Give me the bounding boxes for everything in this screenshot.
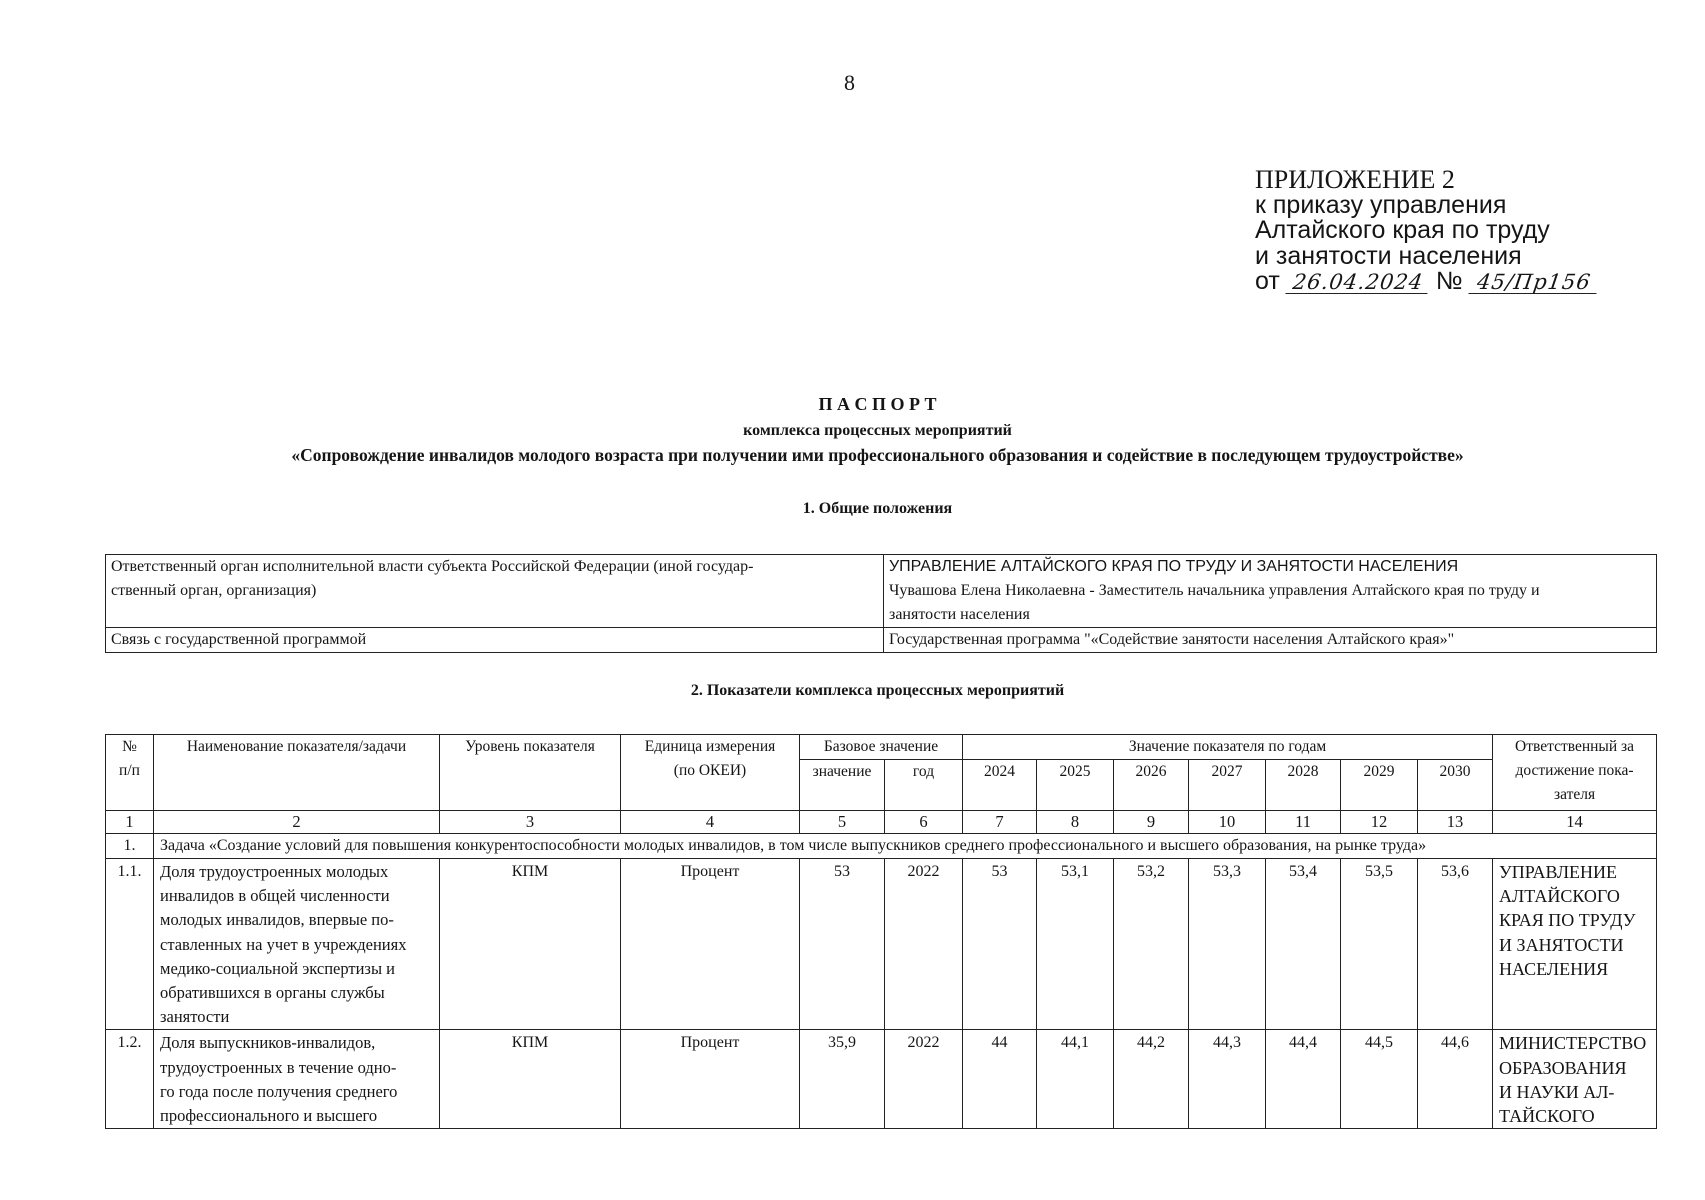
number-sign: №	[1435, 267, 1463, 295]
indicator-unit: Процент	[621, 1030, 800, 1129]
responsible-body-label: Ответственный орган исполнительной власти субъекта Российской Федерации (иной государ- ственный орган, организация)	[106, 555, 884, 628]
organization-name: УПРАВЛЕНИЕ АЛТАЙСКОГО КРАЯ ПО ТРУДУ И ЗАНЯТОСТИ НАСЕЛЕНИЯ	[889, 558, 1459, 575]
header-year: 2030	[1418, 760, 1493, 811]
column-number: 6	[885, 811, 963, 834]
table-row	[106, 555, 1657, 628]
year-value: 53,2	[1114, 859, 1189, 1030]
header-year: 2028	[1266, 760, 1341, 811]
responsible-body-value	[884, 555, 1657, 628]
year-value: 44,2	[1114, 1030, 1189, 1129]
column-number: 13	[1418, 811, 1493, 834]
header-year: 2024	[963, 760, 1037, 811]
program-link-label: Связь с государственной программой	[106, 628, 884, 653]
year-value: 44	[963, 1030, 1037, 1129]
column-number: 10	[1189, 811, 1266, 834]
year-value: 53,1	[1037, 859, 1114, 1030]
header-row	[106, 735, 1657, 760]
responsible-person: Чувашова Елена Николаевна - Заместитель начальника управления Алтайского края по труду и занятости населения	[889, 582, 1540, 623]
indicator-name: Доля трудоустроенных молодых инвалидов в общей численности молодых инвалидов, впервые по- ставленных на учет в учреждениях медико-социальной экспертизы и обратившихся в органы службы занятости	[154, 859, 440, 1030]
year-value: 44,4	[1266, 1030, 1341, 1129]
header-responsible: Ответственный за достижение пока- зателя	[1493, 735, 1657, 811]
page-number-container	[0, 70, 1705, 96]
indicator-level: КПМ	[440, 859, 621, 1030]
column-number: 4	[621, 811, 800, 834]
year-value: 53	[963, 859, 1037, 1030]
task-number: 1.	[106, 834, 154, 859]
date-prefix: от	[1255, 267, 1280, 295]
year-value: 44,5	[1341, 1030, 1418, 1129]
page-number: 8	[844, 70, 855, 95]
column-number: 7	[963, 811, 1037, 834]
indicator-name: Доля выпускников-инвалидов, трудоустроенных в течение одно- го года после получения среднего профессионального и высшего	[154, 1030, 440, 1129]
passport-name: «Сопровождение инвалидов молодого возраста при получении ими профессионального образования и содействие в последующем трудоустройстве»	[291, 445, 1464, 465]
year-value: 53,3	[1189, 859, 1266, 1030]
table-row	[106, 1030, 1657, 1129]
column-number: 8	[1037, 811, 1114, 834]
header-unit: Единица измерения (по ОКЕИ)	[621, 735, 800, 811]
year-value: 44,1	[1037, 1030, 1114, 1129]
appendix-block	[1255, 167, 1598, 295]
year-value: 44,6	[1418, 1030, 1493, 1129]
column-number: 14	[1493, 811, 1657, 834]
header-year: 2025	[1037, 760, 1114, 811]
base-year: 2022	[885, 859, 963, 1030]
table-row	[106, 628, 1657, 653]
responsible-organization: УПРАВЛЕНИЕ АЛТАЙСКОГО КРАЯ ПО ТРУДУ И ЗАНЯТОСТИ НАСЕЛЕНИЯ	[1493, 859, 1657, 1030]
header-base: Базовое значение	[800, 735, 963, 760]
column-number: 3	[440, 811, 621, 834]
base-value: 35,9	[800, 1030, 885, 1129]
year-value: 53,5	[1341, 859, 1418, 1030]
year-value: 53,4	[1266, 859, 1341, 1030]
section2-title: 2. Показатели комплекса процессных мероприятий	[690, 682, 1065, 699]
header-year: 2027	[1189, 760, 1266, 811]
header-name: Наименование показателя/задачи	[154, 735, 440, 811]
program-link-value: Государственная программа "«Содействие занятости населения Алтайского края»"	[884, 628, 1657, 653]
appendix-line-order: к приказу управления	[1255, 190, 1507, 219]
row-number: 1.2.	[106, 1030, 154, 1129]
handwritten-date: 26.04.2024	[1285, 271, 1430, 294]
column-number: 11	[1266, 811, 1341, 834]
passport-heading	[105, 392, 1650, 469]
column-number: 5	[800, 811, 885, 834]
header-year: 2026	[1114, 760, 1189, 811]
column-number: 2	[154, 811, 440, 834]
table-row	[106, 859, 1657, 1030]
base-year: 2022	[885, 1030, 963, 1129]
header-level: Уровень показателя	[440, 735, 621, 811]
header-year: 2029	[1341, 760, 1418, 811]
task-text: Задача «Создание условий для повышения конкурентоспособности молодых инвалидов, в том числе выпускников среднего профессионального и высшего образования, на рынке труда»	[154, 834, 1657, 859]
header-by-years: Значение показателя по годам	[963, 735, 1493, 760]
header-number: № п/п	[106, 735, 154, 811]
column-number: 12	[1341, 811, 1418, 834]
appendix-date-line	[1255, 269, 1598, 295]
section1-title: 1. Общие положения	[802, 500, 953, 517]
header-base-year: год	[885, 760, 963, 811]
year-value: 44,3	[1189, 1030, 1266, 1129]
column-numbers-row	[106, 811, 1657, 834]
indicator-level: КПМ	[440, 1030, 621, 1129]
indicator-unit: Процент	[621, 859, 800, 1030]
general-provisions-table	[105, 554, 1657, 653]
column-number: 1	[106, 811, 154, 834]
passport-subtitle: комплекса процессных мероприятий	[743, 421, 1012, 439]
row-number: 1.1.	[106, 859, 154, 1030]
appendix-line-region: Алтайского края по труду	[1255, 216, 1550, 244]
handwritten-number: 45/Пр156	[1468, 271, 1599, 294]
column-number: 9	[1114, 811, 1189, 834]
task-row	[106, 834, 1657, 859]
base-value: 53	[800, 859, 885, 1030]
indicators-table	[105, 734, 1657, 1129]
responsible-organization: МИНИСТЕРСТВО ОБРАЗОВАНИЯ И НАУКИ АЛ- ТАЙСКОГО	[1493, 1030, 1657, 1129]
appendix-line-employment: и занятости населения	[1255, 241, 1522, 270]
year-value: 53,6	[1418, 859, 1493, 1030]
appendix-title: ПРИЛОЖЕНИЕ 2	[1255, 165, 1455, 194]
passport-title: П А С П О Р Т	[818, 394, 937, 414]
header-base-value: значение	[800, 760, 885, 811]
